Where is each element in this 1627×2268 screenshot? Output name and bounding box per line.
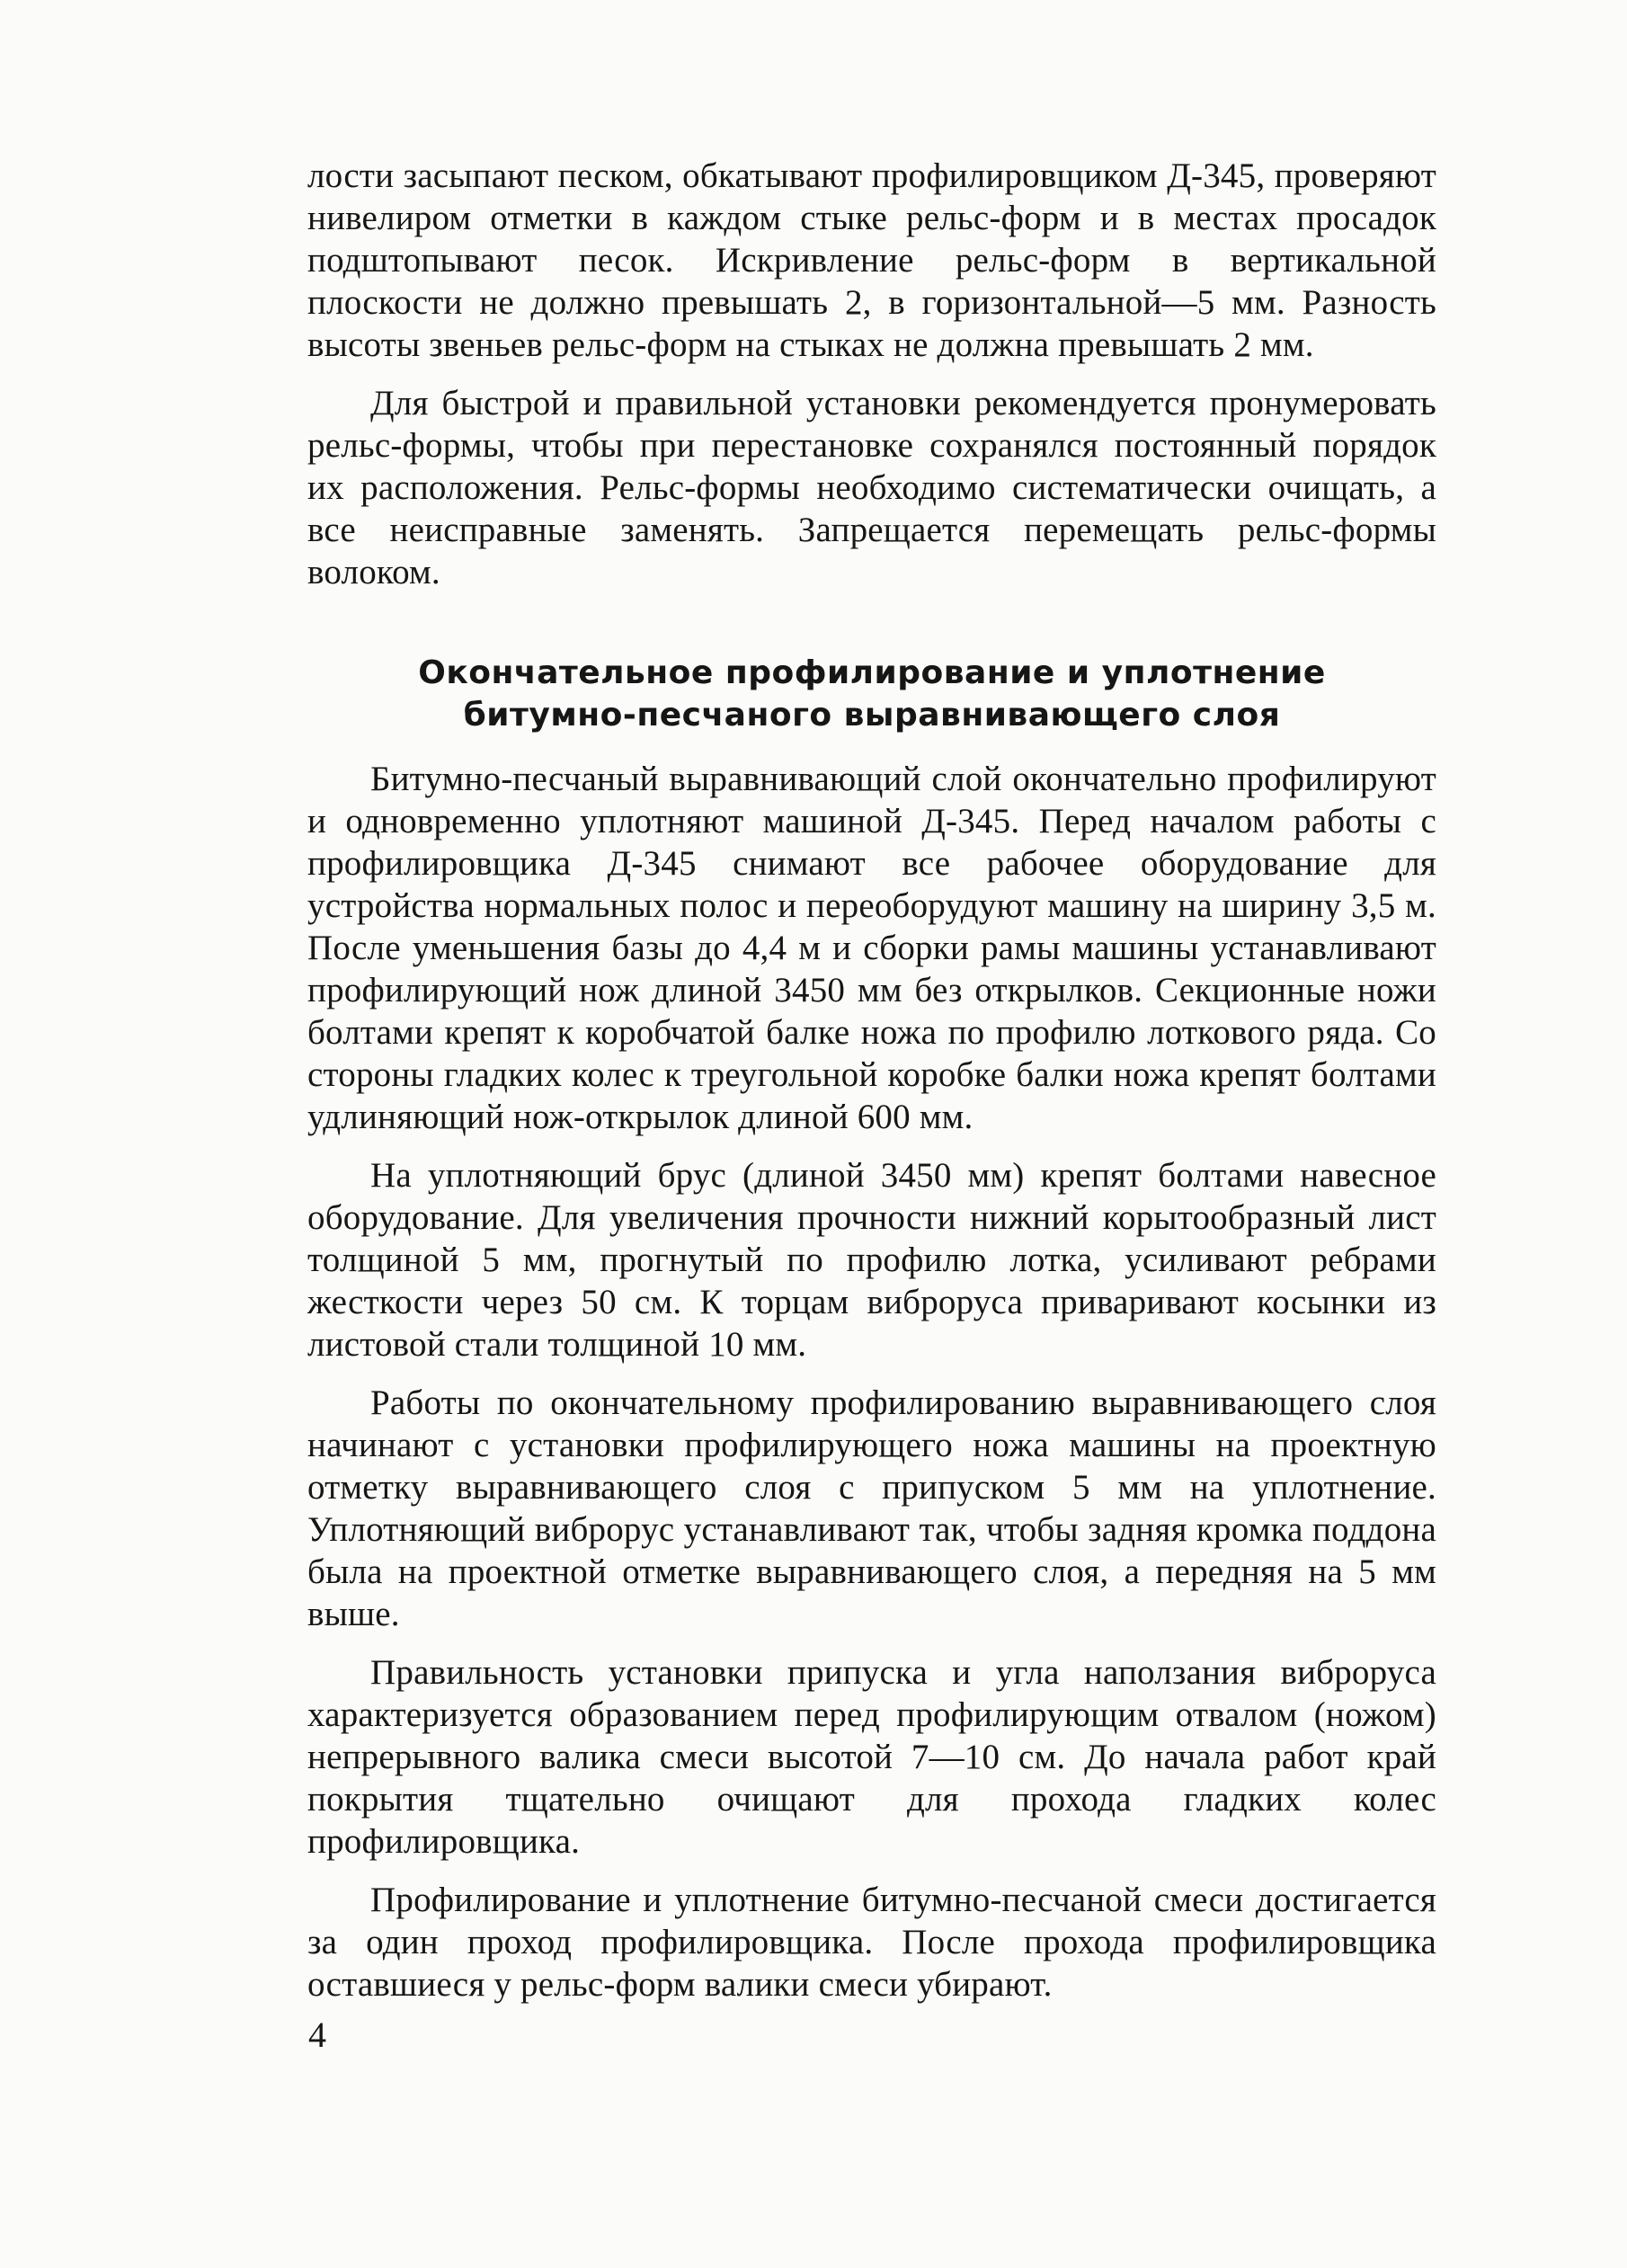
section-heading-line-1: Окончательное профилирование и уплотнение	[418, 654, 1326, 691]
paragraph-compacting-beam: На уплотняющий брус (длиной 3450 мм) крепят болтами навесное оборудование. Для увеличения прочности нижний корытообразный лист толщиной 5 мм, прогнутый по профилю лотка, усиливают ребрами жесткости через 50 см. К торцам виброруса приваривают косынки из листовой стали толщиной 10 мм.	[307, 1156, 1436, 1364]
section-heading-line-2: битумно-песчаного выравнивающего слоя	[463, 697, 1281, 734]
paragraph-allowance-setting: Правильность установки припуска и угла наползания виброруса характеризуется образованием перед профилирующим отвалом (ножом) непрерывного валика смеси высотой 7—10 см. До начала работ край покрытия тщательно очищают для прохода гладких колес профилировщика.	[307, 1653, 1436, 1861]
paragraph-profiling-works: Работы по окончательному профилированию выравнивающего слоя начинают с установки профилирующего ножа машины на проектную отметку выравнивающего слоя с припуском 5 мм на уплотнение. Уплотняющий виброрус устанавливают так, чтобы задняя кромка поддона была на проектной отметке выравнивающего слоя, а передняя на 5 мм выше.	[307, 1383, 1436, 1633]
paragraph-rail-form-numbering: Для быстрой и правильной установки рекомендуется пронумеровать рельс-формы, чтобы при перестановке сохранялся постоянный порядок их расположения. Рельс-формы необходимо систематически очищать, а все неисправные заменять. Запрещается перемещать рельс-формы волоком.	[307, 384, 1436, 591]
page-number: 4	[308, 2015, 326, 2055]
text-column	[307, 155, 1436, 2022]
paragraph-continuation: лости засыпают песком, обкатывают профилировщиком Д-345, проверяют нивелиром отметки в каждом стыке рельс-форм и в местах просадок подштопывают песок. Искривление рельс-форм в вертикальной плоскости не должно превышать 2, в горизонтальной—5 мм. Разность высоты звеньев рельс-форм на стыках не должна превышать 2 мм.	[307, 156, 1436, 364]
section-heading	[307, 652, 1436, 736]
paragraph-single-pass: Профилирование и уплотнение битумно-песчаной смеси достигается за один проход профилировщика. После прохода профилировщика оставшиеся у рельс-форм валики смеси убирают.	[307, 1881, 1436, 2004]
paragraph-final-profiling: Битумно-песчаный выравнивающий слой окончательно профилируют и одновременно уплотняют машиной Д-345. Перед началом работы с профилировщика Д-345 снимают все рабочее оборудование для устройства нормальных полос и переоборудуют машину на ширину 3,5 м. После уменьшения базы до 4,4 м и сборки рамы машины устанавливают профилирующий нож длиной 3450 мм без открылков. Секционные ножи болтами крепят к коробчатой балке ножа по профилю лоткового ряда. Со стороны гладких колес к треугольной коробке балки ножа крепят болтами удлиняющий нож-открылок длиной 600 мм.	[307, 760, 1436, 1136]
